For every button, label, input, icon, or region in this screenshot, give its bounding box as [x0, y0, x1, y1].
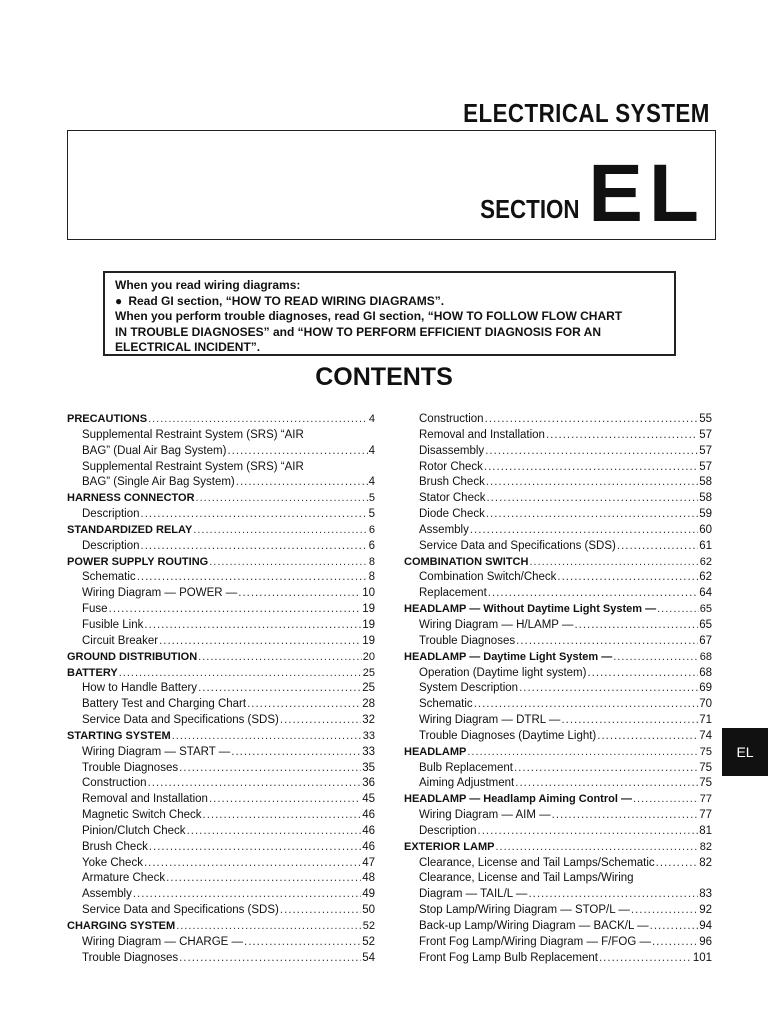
- toc-entry-title: STANDARDIZED RELAY: [67, 523, 193, 536]
- toc-entry[interactable]: [67, 475, 375, 491]
- toc-heading-entry[interactable]: [404, 602, 712, 618]
- toc-page-number: 32: [362, 714, 375, 727]
- toc-heading-entry[interactable]: [67, 666, 375, 682]
- toc-entry-title: Pinion/Clutch Check: [82, 824, 186, 837]
- toc-entry[interactable]: [404, 460, 712, 476]
- toc-entry-title: Armature Check: [82, 872, 166, 885]
- toc-page-number: 55: [699, 413, 712, 425]
- toc-leader-dots: [209, 555, 368, 571]
- toc-entry-title: Schematic: [419, 698, 473, 711]
- toc-entry-title: BATTERY: [67, 666, 118, 679]
- toc-entry[interactable]: [67, 935, 375, 951]
- toc-entry-title: BAG” (Dual Air Bag System): [82, 444, 227, 457]
- toc-entry[interactable]: [67, 776, 375, 792]
- toc-page-number: 65: [699, 618, 712, 631]
- toc-leader-dots: [172, 729, 362, 745]
- notice-line: [115, 294, 664, 310]
- toc-entry-title: Diagram — TAIL/L —: [419, 888, 528, 901]
- toc-page-number: 50: [362, 904, 375, 917]
- toc-entry[interactable]: [67, 887, 375, 903]
- toc-leader-dots: [179, 761, 361, 777]
- toc-entry[interactable]: [67, 840, 375, 856]
- toc-page-number: 8: [368, 571, 375, 584]
- toc-leader-dots: [166, 871, 361, 887]
- toc-page-number: 101: [692, 951, 712, 964]
- toc-leader-dots: [159, 634, 361, 650]
- toc-entry[interactable]: [67, 903, 375, 919]
- toc-entry-title: Assembly: [82, 888, 132, 901]
- toc-leader-dots: [485, 412, 699, 428]
- toc-leader-dots: [119, 666, 362, 682]
- toc-page-number: 64: [699, 587, 712, 600]
- toc-page-number: 58: [699, 476, 712, 489]
- toc-entry-title: Wiring Diagram — POWER —: [82, 587, 238, 600]
- toc-entry-title: Yoke Check: [82, 856, 143, 869]
- toc-entry-title: Disassembly: [419, 444, 485, 457]
- toc-page-number: 19: [362, 634, 375, 647]
- toc-entry[interactable]: [404, 444, 712, 460]
- toc-leader-dots: [597, 729, 698, 745]
- toc-page-number: 4: [368, 476, 375, 489]
- toc-leader-dots: [247, 697, 361, 713]
- toc-entry-title: Brush Check: [82, 840, 148, 853]
- toc-leader-dots: [650, 919, 699, 935]
- toc-heading-entry[interactable]: [67, 491, 375, 507]
- toc-page-number: 19: [362, 603, 375, 616]
- toc-leader-dots: [244, 935, 361, 951]
- toc-entry-title: Fuse: [82, 603, 108, 616]
- toc-leader-dots: [467, 745, 698, 761]
- toc-entry[interactable]: [404, 824, 712, 840]
- toc-heading-entry[interactable]: [67, 523, 375, 539]
- toc-entry-title: HEADLAMP — Without Daytime Light System —: [404, 603, 657, 616]
- toc-entry[interactable]: [404, 903, 712, 919]
- section-side-tab[interactable]: EL: [722, 728, 768, 776]
- toc-page-number: 82: [699, 856, 712, 869]
- toc-right-column: [404, 412, 712, 967]
- toc-leader-dots: [613, 650, 699, 666]
- toc-entry[interactable]: [67, 507, 375, 523]
- toc-entry-title: Trouble Diagnoses: [82, 761, 179, 774]
- toc-entry-title: Removal and Installation: [419, 428, 545, 441]
- toc-leader-dots: [486, 475, 698, 491]
- toc-entry[interactable]: [404, 713, 712, 729]
- toc-page-number: 8: [368, 555, 375, 568]
- toc-entry-title: PRECAUTIONS: [67, 413, 148, 425]
- toc-entry[interactable]: [404, 919, 712, 935]
- toc-page-number: 36: [362, 777, 375, 790]
- toc-entry[interactable]: [67, 444, 375, 460]
- toc-page-number: 33: [362, 729, 375, 742]
- toc-page-number: 54: [362, 951, 375, 964]
- toc-page-number: 28: [362, 698, 375, 711]
- toc-leader-dots: [587, 666, 698, 682]
- toc-entry-title: POWER SUPPLY ROUTING: [67, 555, 209, 568]
- toc-leader-dots: [514, 761, 698, 777]
- toc-leader-dots: [599, 951, 692, 967]
- toc-leader-dots: [236, 475, 368, 491]
- toc-entry[interactable]: [67, 824, 375, 840]
- toc-leader-dots: [657, 602, 699, 618]
- toc-entry[interactable]: [404, 761, 712, 777]
- toc-heading-entry[interactable]: [404, 650, 712, 666]
- toc-entry-title: Description: [419, 824, 477, 837]
- toc-entry-title: Brush Check: [419, 476, 485, 489]
- toc-entry[interactable]: [404, 776, 712, 792]
- toc-entry-title: STARTING SYSTEM: [67, 729, 171, 742]
- toc-page-number: 92: [699, 904, 712, 917]
- toc-page-number: 83: [699, 888, 712, 901]
- toc-entry[interactable]: [404, 475, 712, 491]
- toc-page-number: 62: [699, 571, 712, 584]
- toc-entry-title: Wiring Diagram — CHARGE —: [82, 935, 244, 948]
- toc-leader-dots: [193, 523, 368, 539]
- toc-entry-title: Circuit Breaker: [82, 634, 159, 647]
- toc-leader-dots: [144, 618, 361, 634]
- toc-leader-dots: [141, 507, 368, 523]
- toc-page-number: 75: [699, 761, 712, 774]
- toc-entry-title: Construction: [82, 777, 147, 790]
- toc-leader-dots: [179, 951, 361, 967]
- toc-page-number: 81: [699, 824, 712, 837]
- toc-leader-dots: [474, 697, 699, 713]
- toc-entry-title: Supplemental Restraint System (SRS) “AIR: [82, 428, 304, 441]
- toc-leader-dots: [196, 491, 368, 507]
- toc-entry[interactable]: [404, 428, 712, 444]
- toc-page-number: 5: [368, 492, 375, 505]
- toc-leader-dots: [652, 935, 698, 951]
- toc-entry-title: Stop Lamp/Wiring Diagram — STOP/L —: [419, 904, 630, 917]
- toc-entry-title: Operation (Daytime light system): [419, 666, 587, 679]
- toc-entry-title: Rotor Check: [419, 460, 483, 473]
- toc-leader-dots: [470, 523, 698, 539]
- toc-entry-title: Wiring Diagram — H/LAMP —: [419, 618, 574, 631]
- toc-entry-title: Supplemental Restraint System (SRS) “AIR: [82, 460, 304, 473]
- toc-entry-title: Trouble Diagnoses (Daytime Light): [419, 729, 597, 742]
- toc-entry[interactable]: [67, 856, 375, 872]
- toc-entry[interactable]: [67, 618, 375, 634]
- toc-page-number: 61: [699, 539, 712, 552]
- toc-page-number: 96: [699, 935, 712, 948]
- toc-leader-dots: [227, 444, 367, 460]
- toc-entry-title: BAG” (Single Air Bag System): [82, 476, 235, 489]
- toc-page-number: 82: [699, 840, 712, 853]
- toc-leader-dots: [231, 745, 361, 761]
- toc-entry-title: Clearance, License and Tail Lamps/Wiring: [419, 872, 634, 885]
- toc-entry-title: Stator Check: [419, 492, 486, 505]
- toc-entry[interactable]: [404, 666, 712, 682]
- notice-line: When you perform trouble diagnoses, read GI section, “HOW TO FOLLOW FLOW CHART: [115, 309, 623, 324]
- toc-leader-dots: [144, 856, 361, 872]
- toc-entry[interactable]: [67, 792, 375, 808]
- toc-leader-dots: [187, 824, 362, 840]
- toc-entry[interactable]: [404, 697, 712, 713]
- bullet-icon: ●: [115, 293, 123, 308]
- toc-page-number: 52: [362, 920, 375, 932]
- toc-heading-entry[interactable]: [67, 555, 375, 571]
- toc-leader-dots: [198, 650, 362, 666]
- toc-leader-dots: [561, 713, 698, 729]
- toc-entry[interactable]: [404, 491, 712, 507]
- toc-leader-dots: [148, 776, 362, 792]
- toc-entry[interactable]: [67, 761, 375, 777]
- notice-line: ELECTRICAL INCIDENT”.: [115, 340, 261, 355]
- contents-heading: CONTENTS: [315, 363, 453, 391]
- toc-entry-title: Service Data and Specifications (SDS): [82, 714, 279, 727]
- toc-entry-title: Schematic: [82, 571, 136, 584]
- toc-leader-dots: [209, 792, 361, 808]
- toc-entry-title: CHARGING SYSTEM: [67, 920, 176, 932]
- toc-leader-dots: [148, 412, 368, 428]
- toc-leader-dots: [515, 776, 698, 792]
- toc-entry-title: HEADLAMP: [404, 745, 467, 758]
- toc-page-number: 5: [368, 508, 375, 521]
- toc-page-number: 25: [362, 666, 375, 679]
- toc-page-number: 60: [699, 523, 712, 536]
- toc-entry-title: Back-up Lamp/Wiring Diagram — BACK/L —: [419, 920, 649, 932]
- toc-page-number: 59: [699, 508, 712, 521]
- toc-entry[interactable]: [404, 570, 712, 586]
- toc-page-number: 67: [699, 634, 712, 647]
- toc-entry[interactable]: [404, 808, 712, 824]
- toc-page-number: 46: [362, 840, 375, 853]
- toc-leader-dots: [516, 634, 698, 650]
- toc-entry[interactable]: [404, 634, 712, 650]
- toc-page-number: 77: [699, 793, 712, 806]
- toc-leader-dots: [528, 887, 698, 903]
- toc-entry[interactable]: [67, 713, 375, 729]
- toc-entry[interactable]: [404, 856, 712, 872]
- toc-page-number: 69: [699, 682, 712, 695]
- toc-entry-title: Front Fog Lamp/Wiring Diagram — F/FOG —: [419, 935, 651, 948]
- toc-page-number: 68: [699, 650, 712, 663]
- toc-heading-entry[interactable]: [404, 840, 712, 856]
- toc-leader-dots: [617, 539, 698, 555]
- toc-leader-dots: [137, 570, 368, 586]
- toc-page-number: 57: [699, 428, 712, 441]
- toc-page-number: 46: [362, 809, 375, 822]
- toc-page-number: 10: [362, 587, 375, 600]
- toc-entry[interactable]: [67, 634, 375, 650]
- toc-leader-dots: [485, 444, 698, 460]
- toc-page-number: 75: [699, 745, 712, 758]
- toc-page-number: 77: [699, 809, 712, 822]
- toc-entry[interactable]: [67, 951, 375, 967]
- toc-entry-title: Bulb Replacement: [419, 761, 513, 774]
- toc-entry[interactable]: [67, 697, 375, 713]
- toc-page-number: 20: [362, 650, 375, 663]
- toc-entry-title: Aiming Adjustment: [419, 777, 515, 790]
- toc-leader-dots: [280, 713, 361, 729]
- section-label: SECTION: [480, 194, 580, 224]
- toc-entry[interactable]: [404, 539, 712, 555]
- toc-entry[interactable]: [404, 729, 712, 745]
- toc-entry[interactable]: [404, 871, 712, 887]
- toc-entry-title: COMBINATION SWITCH: [404, 555, 529, 568]
- toc-leader-dots: [519, 681, 698, 697]
- toc-page-number: 19: [362, 618, 375, 631]
- toc-leader-dots: [631, 903, 698, 919]
- toc-entry-title: Description: [82, 508, 140, 521]
- toc-entry[interactable]: [404, 618, 712, 634]
- toc-leader-dots: [149, 840, 361, 856]
- toc-page-number: 6: [368, 539, 375, 552]
- toc-page-number: 74: [699, 729, 712, 742]
- toc-entry-title: Construction: [419, 413, 484, 425]
- toc-heading-entry[interactable]: [404, 745, 712, 761]
- toc-entry[interactable]: [67, 745, 375, 761]
- toc-page-number: 52: [362, 935, 375, 948]
- toc-leader-dots: [203, 808, 362, 824]
- toc-heading-entry[interactable]: [404, 792, 712, 808]
- toc-leader-dots: [557, 570, 698, 586]
- wiring-notice-box: [103, 271, 676, 356]
- toc-page-number: 4: [368, 444, 375, 457]
- toc-entry-title: GROUND DISTRIBUTION: [67, 650, 198, 663]
- toc-entry[interactable]: [404, 586, 712, 602]
- toc-entry[interactable]: [67, 681, 375, 697]
- toc-entry[interactable]: [67, 460, 375, 476]
- toc-page-number: 48: [362, 872, 375, 885]
- toc-leader-dots: [478, 824, 699, 840]
- section-code: EL: [588, 148, 705, 239]
- toc-page-number: 33: [362, 745, 375, 758]
- toc-heading-entry[interactable]: [67, 729, 375, 745]
- toc-entry[interactable]: [67, 871, 375, 887]
- toc-entry-title: Battery Test and Charging Chart: [82, 698, 247, 711]
- toc-leader-dots: [546, 428, 698, 444]
- toc-entry-title: Trouble Diagnoses: [82, 951, 179, 964]
- toc-leader-dots: [495, 840, 698, 856]
- toc-page-number: 75: [699, 777, 712, 790]
- toc-page-number: 71: [699, 714, 712, 727]
- notice-line-text: Read GI section, “HOW TO READ WIRING DIAGRAMS”.: [128, 293, 445, 308]
- toc-page-number: 57: [699, 460, 712, 473]
- toc-page-number: 65: [699, 603, 712, 616]
- toc-entry-title: Wiring Diagram — AIM —: [419, 809, 551, 822]
- toc-entry[interactable]: [67, 570, 375, 586]
- toc-page-number: 58: [699, 492, 712, 505]
- toc-leader-dots: [552, 808, 699, 824]
- toc-entry-title: Diode Check: [419, 508, 485, 521]
- toc-entry-title: Service Data and Specifications (SDS): [419, 539, 616, 552]
- toc-entry-title: Replacement: [419, 587, 487, 600]
- toc-leader-dots: [198, 681, 361, 697]
- toc-page-number: 45: [362, 793, 375, 806]
- toc-entry-title: EXTERIOR LAMP: [404, 840, 495, 853]
- section-box: [67, 130, 716, 240]
- toc-page-number: 47: [362, 856, 375, 869]
- toc-entry[interactable]: [67, 602, 375, 618]
- toc-entry[interactable]: [67, 539, 375, 555]
- toc-leader-dots: [176, 919, 362, 935]
- toc-page-number: 57: [699, 444, 712, 457]
- toc-leader-dots: [486, 507, 698, 523]
- toc-entry-title: Wiring Diagram — START —: [82, 745, 231, 758]
- toc-entry[interactable]: [404, 507, 712, 523]
- toc-page-number: 94: [699, 920, 712, 932]
- toc-page-number: 62: [699, 555, 712, 568]
- toc-leader-dots: [656, 856, 699, 872]
- toc-page-number: 25: [362, 682, 375, 695]
- toc-heading-entry[interactable]: [67, 919, 375, 935]
- toc-entry-title: Clearance, License and Tail Lamps/Schematic: [419, 856, 655, 869]
- toc-leader-dots: [488, 586, 698, 602]
- toc-page-number: 70: [699, 698, 712, 711]
- toc-leader-dots: [238, 586, 361, 602]
- notice-line: When you read wiring diagrams:: [115, 278, 301, 292]
- toc-entry[interactable]: [404, 935, 712, 951]
- toc-leader-dots: [484, 460, 698, 476]
- toc-entry[interactable]: [404, 412, 712, 428]
- toc-entry[interactable]: [404, 887, 712, 903]
- toc-leader-dots: [574, 618, 698, 634]
- toc-entry[interactable]: [404, 951, 712, 967]
- toc-page-number: 46: [362, 824, 375, 837]
- toc-entry-title: HEADLAMP — Daytime Light System —: [404, 650, 613, 663]
- toc-page-number: 68: [699, 666, 712, 679]
- toc-page-number: 6: [368, 523, 375, 536]
- toc-entry[interactable]: [404, 523, 712, 539]
- toc-leader-dots: [141, 539, 368, 555]
- toc-leader-dots: [529, 555, 698, 571]
- toc-entry-title: Combination Switch/Check: [419, 571, 557, 584]
- toc-left-column: [67, 412, 375, 967]
- toc-page-number: 35: [362, 761, 375, 774]
- toc-entry-title: Wiring Diagram — DTRL —: [419, 714, 561, 727]
- toc-entry-title: How to Handle Battery: [82, 682, 198, 695]
- toc-entry-title: Front Fog Lamp Bulb Replacement: [419, 951, 598, 964]
- toc-leader-dots: [133, 887, 361, 903]
- toc-entry-title: Trouble Diagnoses: [419, 634, 516, 647]
- toc-heading-entry[interactable]: [404, 555, 712, 571]
- notice-line: IN TROUBLE DIAGNOSES” and “HOW TO PERFORM EFFICIENT DIAGNOSIS FOR AN: [115, 324, 602, 339]
- toc-entry[interactable]: [67, 428, 375, 444]
- toc-leader-dots: [486, 491, 698, 507]
- toc-entry-title: HEADLAMP — Headlamp Aiming Control —: [404, 793, 632, 806]
- toc-entry-title: Assembly: [419, 523, 469, 536]
- toc-entry[interactable]: [67, 586, 375, 602]
- toc-heading-entry[interactable]: [67, 650, 375, 666]
- toc-entry-title: Service Data and Specifications (SDS): [82, 904, 279, 917]
- toc-entry-title: HARNESS CONNECTOR: [67, 492, 195, 505]
- toc-entry-title: System Description: [419, 682, 519, 695]
- toc-leader-dots: [633, 792, 699, 808]
- page-title: ELECTRICAL SYSTEM: [463, 98, 710, 128]
- toc-entry-title: Description: [82, 539, 140, 552]
- toc-leader-dots: [280, 903, 361, 919]
- toc-entry-title: Removal and Installation: [82, 793, 208, 806]
- toc-entry[interactable]: [404, 681, 712, 697]
- toc-page-number: 4: [368, 413, 375, 425]
- toc-heading-entry[interactable]: [67, 412, 375, 428]
- toc-leader-dots: [109, 602, 362, 618]
- toc-page-number: 49: [362, 888, 375, 901]
- toc-entry[interactable]: [67, 808, 375, 824]
- toc-entry-title: Magnetic Switch Check: [82, 809, 202, 822]
- toc-entry-title: Fusible Link: [82, 618, 144, 631]
